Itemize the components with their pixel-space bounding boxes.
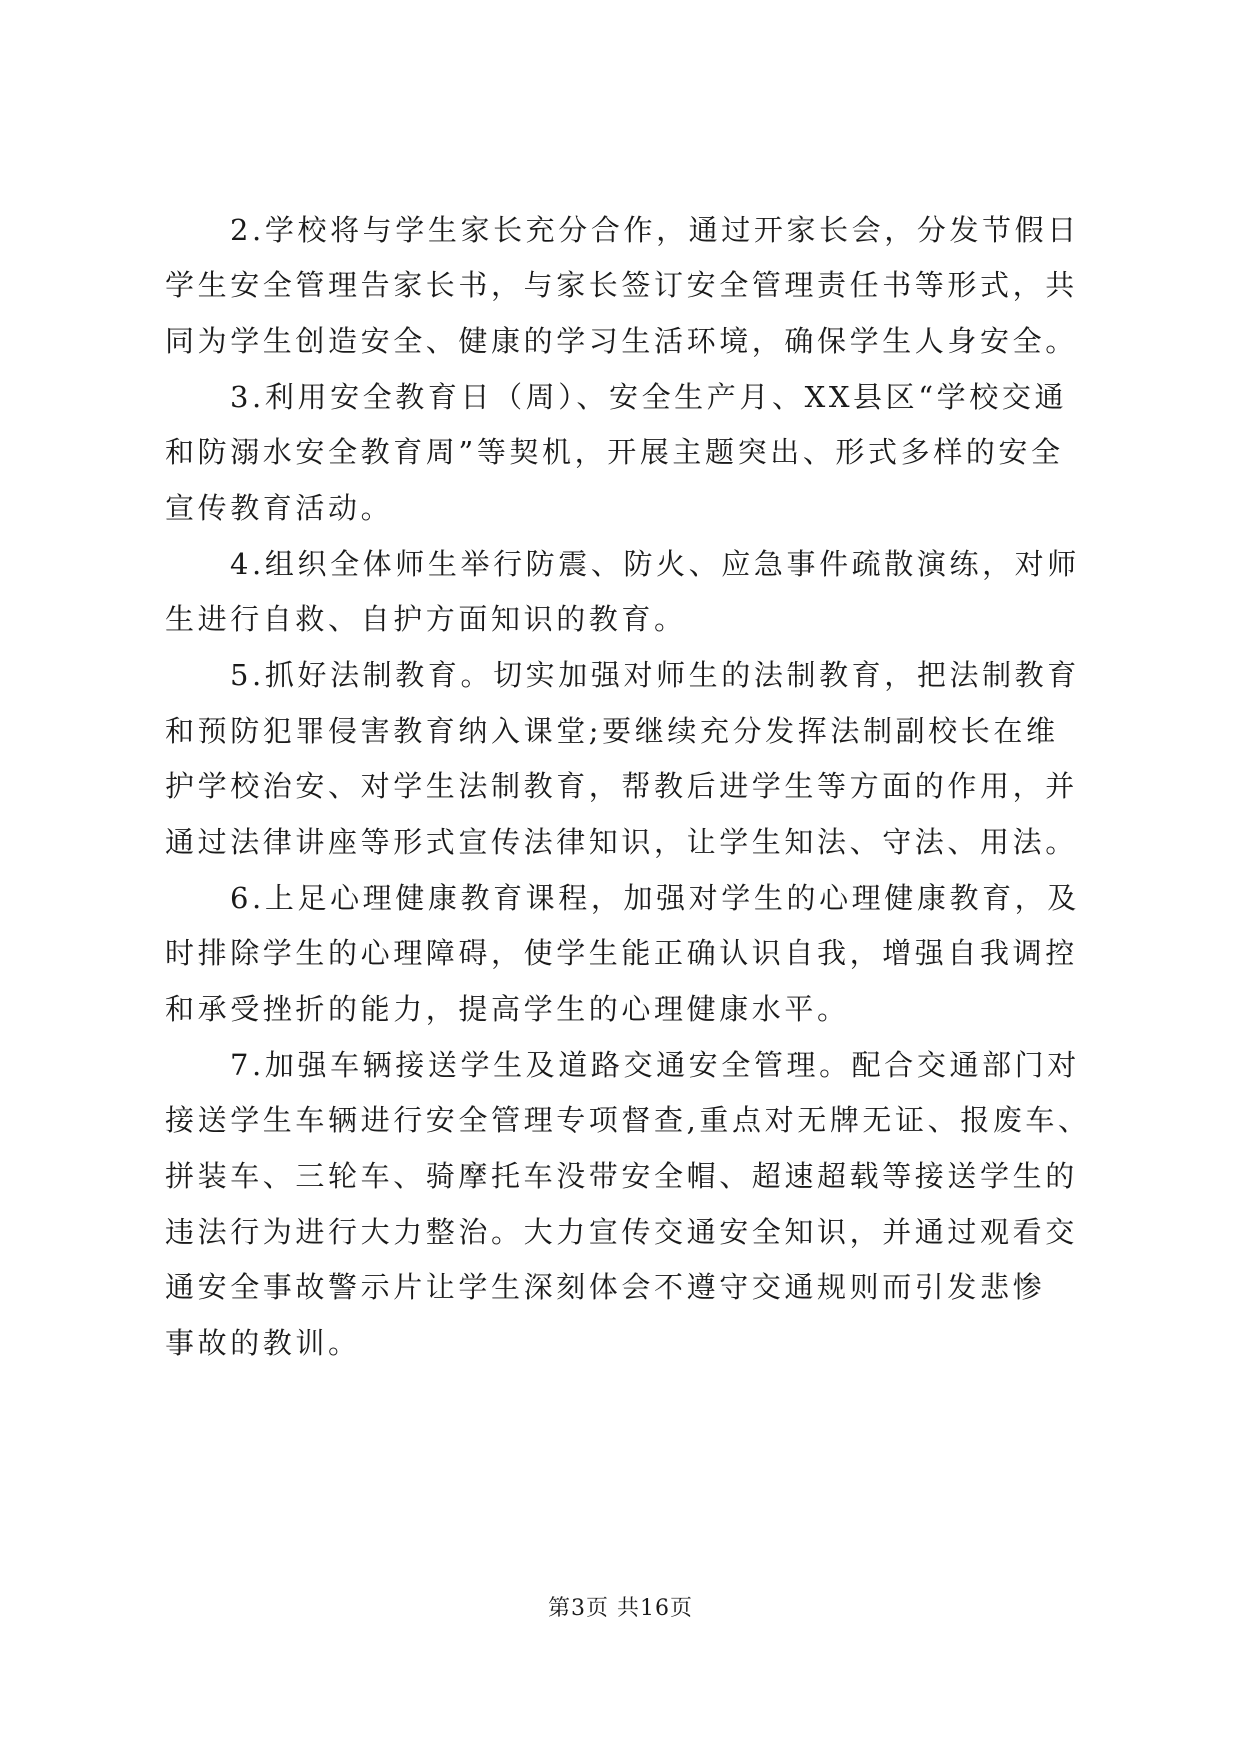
paragraph-6-line-3: 和承受挫折的能力，提高学生的心理健康水平。 <box>165 992 850 1026</box>
paragraph-6-line-1: 6.上足心理健康教育课程，加强对学生的心理健康教育，及 <box>230 881 1080 915</box>
paragraph-7-line-4: 违法行为进行大力整治。大力宣传交通安全知识，并通过观看交 <box>165 1215 1078 1249</box>
paragraph-7-line-2: 接送学生车辆进行安全管理专项督查,重点对无牌无证、报废车、 <box>165 1103 1091 1137</box>
paragraph-3-line-2: 和防溺水安全教育周”等契机，开展主题突出、形式多样的安全 <box>165 435 1064 469</box>
paragraph-2-line-3: 同为学生创造安全、健康的学习生活环境，确保学生人身安全。 <box>165 324 1078 358</box>
paragraph-5-line-2: 和预防犯罪侵害教育纳入课堂;要继续充分发挥法制副校长在维 <box>165 714 1059 748</box>
paragraph-5-line-4: 通过法律讲座等形式宣传法律知识，让学生知法、守法、用法。 <box>165 825 1078 859</box>
paragraph-2-line-2: 学生安全管理告家长书，与家长签订安全管理责任书等形式，共 <box>165 268 1078 302</box>
paragraph-7-line-1: 7.加强车辆接送学生及道路交通安全管理。配合交通部门对 <box>230 1048 1080 1082</box>
paragraph-7-line-3: 拼装车、三轮车、骑摩托车没带安全帽、超速超载等接送学生的 <box>165 1159 1078 1193</box>
paragraph-6-line-2: 时排除学生的心理障碍，使学生能正确认识自我，增强自我调控 <box>165 936 1078 970</box>
paragraph-5-line-3: 护学校治安、对学生法制教育，帮教后进学生等方面的作用，并 <box>165 769 1078 803</box>
paragraph-7-line-6: 事故的教训。 <box>165 1326 361 1360</box>
paragraph-3-line-1: 3.利用安全教育日（周）、安全生产月、XX县区“学校交通 <box>230 380 1068 414</box>
paragraph-5-line-1: 5.抓好法制教育。切实加强对师生的法制教育，把法制教育 <box>230 658 1080 692</box>
paragraph-4-line-2: 生进行自救、自护方面知识的教育。 <box>165 602 687 636</box>
paragraph-7-line-5: 通安全事故警示片让学生深刻体会不遵守交通规则而引发悲惨 <box>165 1270 1046 1304</box>
paragraph-3-line-3: 宣传教育活动。 <box>165 491 394 525</box>
paragraph-2-line-1: 2.学校将与学生家长充分合作，通过开家长会，分发节假日 <box>230 213 1080 247</box>
paragraph-4-line-1: 4.组织全体师生举行防震、防火、应急事件疏散演练，对师 <box>230 547 1080 581</box>
page-number-footer: 第3页 共16页 <box>548 1596 693 1621</box>
